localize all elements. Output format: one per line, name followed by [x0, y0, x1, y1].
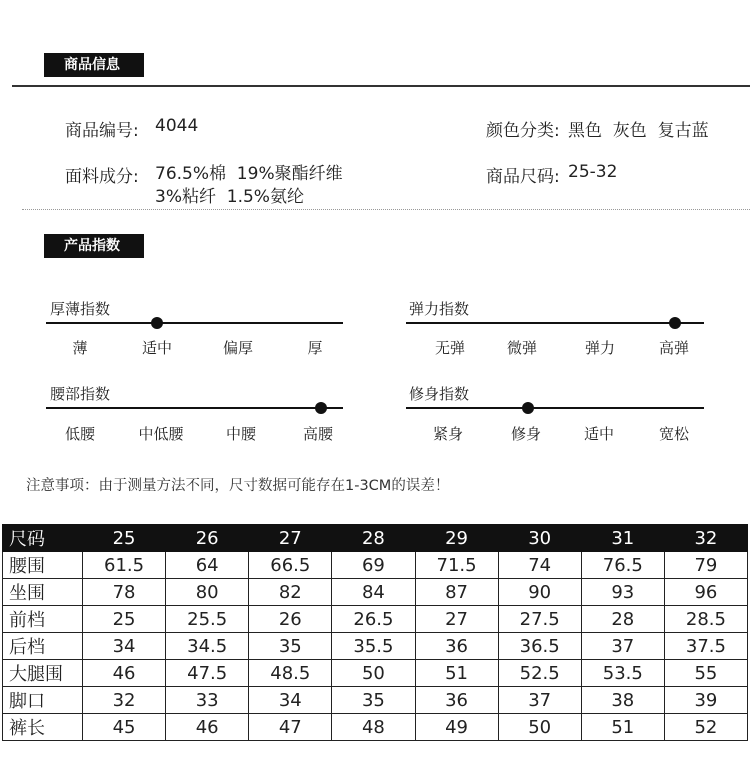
size-table-header-cell: 27	[249, 525, 332, 552]
color-value: 黑色 灰色 复古蓝	[568, 121, 709, 141]
table-row	[3, 687, 748, 714]
table-cell: 45	[83, 714, 166, 741]
size-range-value: 25-32	[568, 162, 618, 182]
fit-label: 适中	[583, 425, 615, 443]
table-cell: 26.5	[332, 606, 415, 633]
fit-label: 宽松	[658, 425, 690, 443]
waist-index-marker	[315, 402, 327, 414]
elasticity-index-title: 弹力指数	[409, 300, 470, 318]
table-cell: 35.5	[332, 633, 415, 660]
table-cell: 33	[166, 687, 249, 714]
table-cell: 28	[581, 606, 664, 633]
table-cell: 36.5	[498, 633, 581, 660]
table-cell: 50	[498, 714, 581, 741]
table-cell: 87	[415, 579, 498, 606]
table-cell: 35	[332, 687, 415, 714]
size-table-header-cell: 25	[83, 525, 166, 552]
fit-index-title: 修身指数	[409, 385, 470, 403]
elasticity-label: 无弹	[434, 339, 466, 357]
size-table	[2, 524, 748, 741]
table-row-label: 后档	[3, 633, 83, 660]
size-table-header-cell: 30	[498, 525, 581, 552]
table-cell: 55	[664, 660, 747, 687]
table-cell: 26	[249, 606, 332, 633]
size-table-header-cell: 28	[332, 525, 415, 552]
table-cell: 28.5	[664, 606, 747, 633]
fabric-value-line2: 3%粘纤 1.5%氨纶	[155, 187, 304, 207]
thickness-label: 偏厚	[222, 339, 254, 357]
table-cell: 79	[664, 552, 747, 579]
fit-index-marker	[522, 402, 534, 414]
table-cell: 66.5	[249, 552, 332, 579]
waist-label: 中腰	[225, 425, 257, 443]
table-row-label: 腰围	[3, 552, 83, 579]
table-cell: 34	[249, 687, 332, 714]
table-cell: 47.5	[166, 660, 249, 687]
table-cell: 82	[249, 579, 332, 606]
elasticity-label: 高弹	[658, 339, 690, 357]
section-divider	[12, 85, 750, 87]
table-cell: 48.5	[249, 660, 332, 687]
elasticity-label: 微弹	[506, 339, 538, 357]
size-label: 商品尺码:	[486, 167, 560, 187]
section-title-product-index: 产品指数	[44, 234, 144, 258]
size-table-header-row	[3, 525, 748, 552]
table-row	[3, 552, 748, 579]
table-cell: 49	[415, 714, 498, 741]
product-code-label: 商品编号:	[65, 121, 139, 141]
table-cell: 48	[332, 714, 415, 741]
table-cell: 78	[83, 579, 166, 606]
table-cell: 46	[83, 660, 166, 687]
table-cell: 80	[166, 579, 249, 606]
table-cell: 52	[664, 714, 747, 741]
table-cell: 51	[581, 714, 664, 741]
waist-index-title: 腰部指数	[50, 385, 111, 403]
table-cell: 37.5	[664, 633, 747, 660]
table-cell: 96	[664, 579, 747, 606]
fit-index-scale	[406, 407, 704, 409]
thickness-index-marker	[151, 317, 163, 329]
section-title-product-info: 商品信息	[44, 53, 144, 77]
table-cell: 35	[249, 633, 332, 660]
thickness-label: 适中	[141, 339, 173, 357]
table-cell: 61.5	[83, 552, 166, 579]
table-row	[3, 579, 748, 606]
size-table-header-cell: 32	[664, 525, 747, 552]
measurement-note: 注意事项：由于测量方法不同，尺寸数据可能存在1-3CM的误差！	[26, 478, 450, 494]
dotted-divider	[22, 209, 750, 210]
color-label: 颜色分类:	[486, 121, 560, 141]
table-cell: 71.5	[415, 552, 498, 579]
table-cell: 76.5	[581, 552, 664, 579]
fabric-label: 面料成分:	[65, 167, 139, 187]
fit-label: 修身	[510, 425, 542, 443]
thickness-index-title: 厚薄指数	[50, 300, 111, 318]
table-cell: 25	[83, 606, 166, 633]
table-row	[3, 606, 748, 633]
table-row-label: 坐围	[3, 579, 83, 606]
table-row	[3, 714, 748, 741]
size-table-header-cell: 31	[581, 525, 664, 552]
table-cell: 46	[166, 714, 249, 741]
table-cell: 52.5	[498, 660, 581, 687]
thickness-index-scale	[46, 322, 343, 324]
table-cell: 51	[415, 660, 498, 687]
table-cell: 53.5	[581, 660, 664, 687]
table-cell: 74	[498, 552, 581, 579]
waist-label: 高腰	[302, 425, 334, 443]
table-cell: 64	[166, 552, 249, 579]
table-cell: 34.5	[166, 633, 249, 660]
table-cell: 36	[415, 687, 498, 714]
table-cell: 27.5	[498, 606, 581, 633]
fabric-value-line1: 76.5%棉 19%聚酯纤维	[155, 164, 343, 184]
table-row	[3, 633, 748, 660]
product-code-value: 4044	[155, 116, 199, 136]
thickness-label: 薄	[72, 339, 88, 357]
table-cell: 50	[332, 660, 415, 687]
table-row-label: 前档	[3, 606, 83, 633]
table-row-label: 大腿围	[3, 660, 83, 687]
table-cell: 32	[83, 687, 166, 714]
table-cell: 84	[332, 579, 415, 606]
size-table-header-cell: 尺码	[3, 525, 83, 552]
table-cell: 90	[498, 579, 581, 606]
size-table-header-cell: 29	[415, 525, 498, 552]
table-cell: 36	[415, 633, 498, 660]
elasticity-label: 弹力	[584, 339, 616, 357]
table-row	[3, 660, 748, 687]
table-cell: 93	[581, 579, 664, 606]
waist-label: 低腰	[64, 425, 96, 443]
size-table-header-cell: 26	[166, 525, 249, 552]
table-cell: 27	[415, 606, 498, 633]
elasticity-index-scale	[406, 322, 704, 324]
thickness-label: 厚	[307, 339, 323, 357]
table-cell: 47	[249, 714, 332, 741]
fit-label: 紧身	[432, 425, 464, 443]
table-cell: 38	[581, 687, 664, 714]
waist-index-scale	[46, 407, 343, 409]
table-cell: 37	[581, 633, 664, 660]
table-row-label: 脚口	[3, 687, 83, 714]
table-cell: 37	[498, 687, 581, 714]
table-row-label: 裤长	[3, 714, 83, 741]
elasticity-index-marker	[669, 317, 681, 329]
table-cell: 69	[332, 552, 415, 579]
table-cell: 25.5	[166, 606, 249, 633]
waist-label: 中低腰	[138, 425, 184, 443]
table-cell: 34	[83, 633, 166, 660]
table-cell: 39	[664, 687, 747, 714]
